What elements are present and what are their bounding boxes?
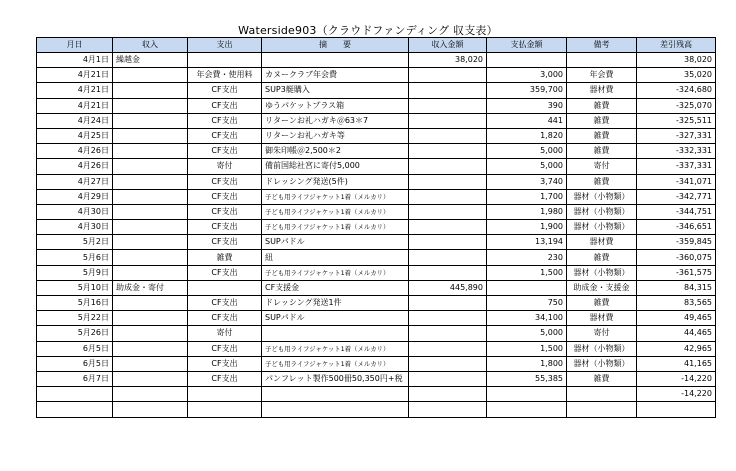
cell-expense[interactable]: CF支出 bbox=[188, 128, 262, 143]
cell-income-amount[interactable] bbox=[409, 250, 487, 265]
cell-note[interactable]: 年会費 bbox=[567, 68, 637, 83]
cell-date[interactable]: 4月25日 bbox=[37, 128, 113, 143]
cell-income-amount[interactable] bbox=[409, 326, 487, 341]
cell-payment-amount[interactable]: 1,500 bbox=[487, 265, 567, 280]
cell-description[interactable]: SUP3艇購入 bbox=[262, 83, 409, 98]
cell-payment-amount[interactable]: 3,740 bbox=[487, 174, 567, 189]
cell-balance[interactable]: -14,220 bbox=[637, 371, 716, 386]
cell-note[interactable]: 寄付 bbox=[567, 326, 637, 341]
cell-expense[interactable]: CF支出 bbox=[188, 144, 262, 159]
cell-income-amount[interactable] bbox=[409, 83, 487, 98]
cell-payment-amount[interactable] bbox=[487, 402, 567, 417]
cell-expense[interactable]: CF支出 bbox=[188, 356, 262, 371]
cell-expense[interactable]: CF支出 bbox=[188, 220, 262, 235]
cell-income[interactable] bbox=[113, 356, 188, 371]
cell-income-amount[interactable] bbox=[409, 341, 487, 356]
cell-income[interactable] bbox=[113, 387, 188, 402]
cell-description[interactable]: ドレッシング発送1件 bbox=[262, 296, 409, 311]
cell-expense[interactable]: 雑費 bbox=[188, 250, 262, 265]
cell-income-amount[interactable]: 38,020 bbox=[409, 53, 487, 68]
cell-expense[interactable]: CF支出 bbox=[188, 341, 262, 356]
cell-payment-amount[interactable]: 34,100 bbox=[487, 311, 567, 326]
cell-note[interactable]: 器材（小物類） bbox=[567, 356, 637, 371]
cell-payment-amount[interactable]: 390 bbox=[487, 98, 567, 113]
cell-payment-amount[interactable]: 13,194 bbox=[487, 235, 567, 250]
cell-expense[interactable] bbox=[188, 280, 262, 295]
ledger-body bbox=[37, 53, 716, 418]
table-row bbox=[37, 356, 716, 371]
table-row bbox=[37, 53, 716, 68]
table-row bbox=[37, 159, 716, 174]
col-header-income-amount[interactable]: 収入金額 bbox=[409, 38, 487, 53]
cell-balance[interactable]: 41,165 bbox=[637, 356, 716, 371]
col-header-description[interactable]: 摘 要 bbox=[262, 38, 409, 53]
cell-income[interactable] bbox=[113, 296, 188, 311]
cell-balance[interactable]: -359,845 bbox=[637, 235, 716, 250]
cell-expense[interactable] bbox=[188, 387, 262, 402]
cell-payment-amount[interactable]: 1,820 bbox=[487, 128, 567, 143]
table-row bbox=[37, 402, 716, 417]
cell-expense[interactable]: CF支出 bbox=[188, 98, 262, 113]
cell-balance[interactable]: -325,511 bbox=[637, 113, 716, 128]
cell-note[interactable]: 器材（小物類） bbox=[567, 220, 637, 235]
cell-expense[interactable] bbox=[188, 402, 262, 417]
cell-description[interactable]: 子ども用ライフジャケット1着（メルカリ） bbox=[262, 220, 409, 235]
cell-balance[interactable]: -346,651 bbox=[637, 220, 716, 235]
cell-date[interactable]: 4月24日 bbox=[37, 113, 113, 128]
cell-payment-amount[interactable] bbox=[487, 387, 567, 402]
cell-balance[interactable]: -341,071 bbox=[637, 174, 716, 189]
cell-note[interactable]: 寄付 bbox=[567, 159, 637, 174]
cell-income-amount[interactable] bbox=[409, 387, 487, 402]
cell-payment-amount[interactable]: 1,700 bbox=[487, 189, 567, 204]
cell-date[interactable]: 4月30日 bbox=[37, 204, 113, 219]
cell-balance[interactable]: 42,965 bbox=[637, 341, 716, 356]
cell-income[interactable] bbox=[113, 189, 188, 204]
cell-date[interactable]: 5月6日 bbox=[37, 250, 113, 265]
cell-balance[interactable]: -337,331 bbox=[637, 159, 716, 174]
cell-expense[interactable]: CF支出 bbox=[188, 189, 262, 204]
cell-description[interactable]: 子ども用ライフジャケット1着（メルカリ） bbox=[262, 204, 409, 219]
cell-expense[interactable]: CF支出 bbox=[188, 235, 262, 250]
table-row bbox=[37, 128, 716, 143]
table-row bbox=[37, 341, 716, 356]
cell-description[interactable]: CF支援金 bbox=[262, 280, 409, 295]
cell-income-amount[interactable] bbox=[409, 371, 487, 386]
cell-income-amount[interactable] bbox=[409, 113, 487, 128]
cell-balance[interactable]: -327,331 bbox=[637, 128, 716, 143]
cell-income[interactable] bbox=[113, 265, 188, 280]
cell-income-amount[interactable] bbox=[409, 68, 487, 83]
cell-description[interactable] bbox=[262, 326, 409, 341]
cell-income[interactable] bbox=[113, 402, 188, 417]
cell-date[interactable]: 4月21日 bbox=[37, 83, 113, 98]
cell-description[interactable] bbox=[262, 387, 409, 402]
cell-income-amount[interactable] bbox=[409, 311, 487, 326]
table-row bbox=[37, 280, 716, 295]
cell-date[interactable]: 5月10日 bbox=[37, 280, 113, 295]
cell-note[interactable]: 器材（小物類） bbox=[567, 341, 637, 356]
cell-payment-amount[interactable]: 441 bbox=[487, 113, 567, 128]
cell-payment-amount[interactable]: 5,000 bbox=[487, 159, 567, 174]
cell-expense[interactable]: 寄付 bbox=[188, 326, 262, 341]
cell-income-amount[interactable] bbox=[409, 402, 487, 417]
cell-date[interactable]: 4月21日 bbox=[37, 68, 113, 83]
cell-description[interactable]: リターンお礼ハガキ等 bbox=[262, 128, 409, 143]
cell-date[interactable]: 5月22日 bbox=[37, 311, 113, 326]
cell-note[interactable] bbox=[567, 387, 637, 402]
cell-date[interactable]: 4月27日 bbox=[37, 174, 113, 189]
cell-description[interactable]: 子ども用ライフジャケット1着（メルカリ） bbox=[262, 341, 409, 356]
cell-date[interactable]: 5月9日 bbox=[37, 265, 113, 280]
cell-payment-amount[interactable]: 1,980 bbox=[487, 204, 567, 219]
cell-income[interactable] bbox=[113, 144, 188, 159]
cell-income[interactable]: 繰越金 bbox=[113, 53, 188, 68]
table-row bbox=[37, 174, 716, 189]
cell-income-amount[interactable] bbox=[409, 128, 487, 143]
cell-balance[interactable]: -324,680 bbox=[637, 83, 716, 98]
cell-balance[interactable]: -360,075 bbox=[637, 250, 716, 265]
cell-balance[interactable]: 84,315 bbox=[637, 280, 716, 295]
table-row bbox=[37, 371, 716, 386]
cell-note[interactable]: 雑費 bbox=[567, 296, 637, 311]
cell-description[interactable] bbox=[262, 402, 409, 417]
cell-balance[interactable]: 49,465 bbox=[637, 311, 716, 326]
cell-balance[interactable]: 44,465 bbox=[637, 326, 716, 341]
cell-description[interactable]: 備前国総社宮に寄付5,000 bbox=[262, 159, 409, 174]
cell-income-amount[interactable] bbox=[409, 235, 487, 250]
cell-balance[interactable]: 35,020 bbox=[637, 68, 716, 83]
cell-income-amount[interactable] bbox=[409, 296, 487, 311]
cell-payment-amount[interactable]: 1,900 bbox=[487, 220, 567, 235]
cell-balance[interactable]: -344,751 bbox=[637, 204, 716, 219]
cell-date[interactable]: 6月7日 bbox=[37, 371, 113, 386]
cell-income-amount[interactable] bbox=[409, 356, 487, 371]
cell-income[interactable] bbox=[113, 250, 188, 265]
cell-note[interactable]: 雑費 bbox=[567, 174, 637, 189]
cell-expense[interactable]: CF支出 bbox=[188, 371, 262, 386]
cell-date[interactable]: 4月21日 bbox=[37, 98, 113, 113]
cell-date[interactable]: 4月30日 bbox=[37, 220, 113, 235]
cell-note[interactable] bbox=[567, 53, 637, 68]
cell-description[interactable]: カヌークラブ年会費 bbox=[262, 68, 409, 83]
cell-income-amount[interactable] bbox=[409, 265, 487, 280]
cell-balance[interactable]: -342,771 bbox=[637, 189, 716, 204]
cell-note[interactable]: 器材（小物類） bbox=[567, 204, 637, 219]
cell-income[interactable] bbox=[113, 68, 188, 83]
cell-date[interactable] bbox=[37, 387, 113, 402]
cell-expense[interactable]: CF支出 bbox=[188, 204, 262, 219]
table-row bbox=[37, 265, 716, 280]
cell-income[interactable] bbox=[113, 204, 188, 219]
cell-date[interactable]: 6月5日 bbox=[37, 356, 113, 371]
table-row bbox=[37, 83, 716, 98]
col-header-expense[interactable]: 支出 bbox=[188, 38, 262, 53]
cell-expense[interactable]: 年会費・使用料 bbox=[188, 68, 262, 83]
header-row bbox=[37, 38, 716, 53]
table-row bbox=[37, 144, 716, 159]
cell-income-amount[interactable] bbox=[409, 159, 487, 174]
table-row bbox=[37, 68, 716, 83]
cell-note[interactable]: 雑費 bbox=[567, 144, 637, 159]
cell-income[interactable] bbox=[113, 326, 188, 341]
sheet-title: Waterside903（クラウドファンディング 収支表） bbox=[238, 24, 498, 37]
cell-expense[interactable]: CF支出 bbox=[188, 296, 262, 311]
cell-payment-amount[interactable]: 55,385 bbox=[487, 371, 567, 386]
cell-payment-amount[interactable] bbox=[487, 53, 567, 68]
cell-income[interactable] bbox=[113, 371, 188, 386]
cell-income-amount[interactable]: 445,890 bbox=[409, 280, 487, 295]
cell-note[interactable]: 器材費 bbox=[567, 235, 637, 250]
cell-income-amount[interactable] bbox=[409, 189, 487, 204]
cell-income[interactable] bbox=[113, 311, 188, 326]
cell-description[interactable]: 子ども用ライフジャケット1着（メルカリ） bbox=[262, 189, 409, 204]
cell-note[interactable]: 雑費 bbox=[567, 250, 637, 265]
table-row bbox=[37, 189, 716, 204]
cell-income[interactable] bbox=[113, 159, 188, 174]
col-header-payment-amount[interactable]: 支払金額 bbox=[487, 38, 567, 53]
cell-date[interactable]: 6月5日 bbox=[37, 341, 113, 356]
cell-income-amount[interactable] bbox=[409, 174, 487, 189]
cell-date[interactable]: 4月26日 bbox=[37, 159, 113, 174]
cell-payment-amount[interactable]: 359,700 bbox=[487, 83, 567, 98]
cell-description[interactable]: 子ども用ライフジャケット1着（メルカリ） bbox=[262, 265, 409, 280]
cell-note[interactable]: 助成金・支援金 bbox=[567, 280, 637, 295]
cell-income[interactable] bbox=[113, 174, 188, 189]
cell-description[interactable]: 御朱印帳＠2,500＊2 bbox=[262, 144, 409, 159]
cell-income[interactable] bbox=[113, 341, 188, 356]
table-row bbox=[37, 204, 716, 219]
cell-note[interactable]: 器材（小物類） bbox=[567, 265, 637, 280]
cell-note[interactable]: 雑費 bbox=[567, 113, 637, 128]
cell-payment-amount[interactable]: 3,000 bbox=[487, 68, 567, 83]
cell-balance[interactable]: 83,565 bbox=[637, 296, 716, 311]
cell-note[interactable]: 器材費 bbox=[567, 311, 637, 326]
cell-note[interactable]: 器材費 bbox=[567, 83, 637, 98]
cell-date[interactable]: 4月29日 bbox=[37, 189, 113, 204]
cell-expense[interactable] bbox=[188, 53, 262, 68]
table-row bbox=[37, 220, 716, 235]
cell-expense[interactable]: CF支出 bbox=[188, 83, 262, 98]
cell-balance[interactable]: -361,575 bbox=[637, 265, 716, 280]
cell-date[interactable]: 5月26日 bbox=[37, 326, 113, 341]
ledger-table bbox=[36, 37, 716, 418]
cell-note[interactable]: 雑費 bbox=[567, 98, 637, 113]
cell-income[interactable] bbox=[113, 98, 188, 113]
table-row bbox=[37, 326, 716, 341]
cell-expense[interactable]: 寄付 bbox=[188, 159, 262, 174]
table-row bbox=[37, 113, 716, 128]
cell-income[interactable] bbox=[113, 83, 188, 98]
cell-income[interactable] bbox=[113, 235, 188, 250]
cell-income-amount[interactable] bbox=[409, 204, 487, 219]
cell-date[interactable]: 5月2日 bbox=[37, 235, 113, 250]
cell-income[interactable] bbox=[113, 220, 188, 235]
cell-payment-amount[interactable]: 5,000 bbox=[487, 144, 567, 159]
cell-date[interactable]: 5月16日 bbox=[37, 296, 113, 311]
cell-balance[interactable] bbox=[637, 402, 716, 417]
cell-expense[interactable]: CF支出 bbox=[188, 113, 262, 128]
col-header-balance[interactable]: 差引残高 bbox=[637, 38, 716, 53]
table-row bbox=[37, 235, 716, 250]
cell-payment-amount[interactable]: 1,500 bbox=[487, 341, 567, 356]
table-row bbox=[37, 387, 716, 402]
cell-payment-amount[interactable]: 1,800 bbox=[487, 356, 567, 371]
cell-description[interactable] bbox=[262, 53, 409, 68]
cell-income[interactable] bbox=[113, 128, 188, 143]
cell-description[interactable]: 子ども用ライフジャケット1着（メルカリ） bbox=[262, 356, 409, 371]
cell-date[interactable] bbox=[37, 402, 113, 417]
cell-income-amount[interactable] bbox=[409, 98, 487, 113]
cell-balance[interactable]: 38,020 bbox=[637, 53, 716, 68]
cell-note[interactable] bbox=[567, 402, 637, 417]
cell-payment-amount[interactable]: 230 bbox=[487, 250, 567, 265]
table-row bbox=[37, 250, 716, 265]
table-row bbox=[37, 296, 716, 311]
cell-description[interactable]: SUPパドル bbox=[262, 235, 409, 250]
cell-description[interactable]: ゆうパケットプラス箱 bbox=[262, 98, 409, 113]
cell-balance[interactable]: -325,070 bbox=[637, 98, 716, 113]
col-header-note[interactable]: 備考 bbox=[567, 38, 637, 53]
cell-payment-amount[interactable]: 5,000 bbox=[487, 326, 567, 341]
cell-description[interactable]: 紐 bbox=[262, 250, 409, 265]
cell-expense[interactable]: CF支出 bbox=[188, 311, 262, 326]
cell-date[interactable]: 4月26日 bbox=[37, 144, 113, 159]
cell-income[interactable] bbox=[113, 113, 188, 128]
cell-expense[interactable]: CF支出 bbox=[188, 265, 262, 280]
cell-description[interactable]: パンフレット製作500冊50,350円+税 bbox=[262, 371, 409, 386]
table-row bbox=[37, 98, 716, 113]
cell-date[interactable]: 4月1日 bbox=[37, 53, 113, 68]
cell-note[interactable]: 雑費 bbox=[567, 128, 637, 143]
cell-income-amount[interactable] bbox=[409, 220, 487, 235]
cell-balance[interactable]: -14,220 bbox=[637, 387, 716, 402]
col-header-income[interactable]: 収入 bbox=[113, 38, 188, 53]
cell-payment-amount[interactable] bbox=[487, 280, 567, 295]
cell-note[interactable]: 器材（小物類） bbox=[567, 189, 637, 204]
cell-expense[interactable]: CF支出 bbox=[188, 174, 262, 189]
col-header-date[interactable]: 月日 bbox=[37, 38, 113, 53]
cell-description[interactable]: SUPパドル bbox=[262, 311, 409, 326]
cell-description[interactable]: リターンお礼ハガキ＠63＊7 bbox=[262, 113, 409, 128]
table-row bbox=[37, 311, 716, 326]
cell-income-amount[interactable] bbox=[409, 144, 487, 159]
cell-income[interactable]: 助成金・寄付 bbox=[113, 280, 188, 295]
cell-balance[interactable]: -332,331 bbox=[637, 144, 716, 159]
cell-description[interactable]: ドレッシング発送(5件) bbox=[262, 174, 409, 189]
cell-note[interactable]: 雑費 bbox=[567, 371, 637, 386]
cell-payment-amount[interactable]: 750 bbox=[487, 296, 567, 311]
